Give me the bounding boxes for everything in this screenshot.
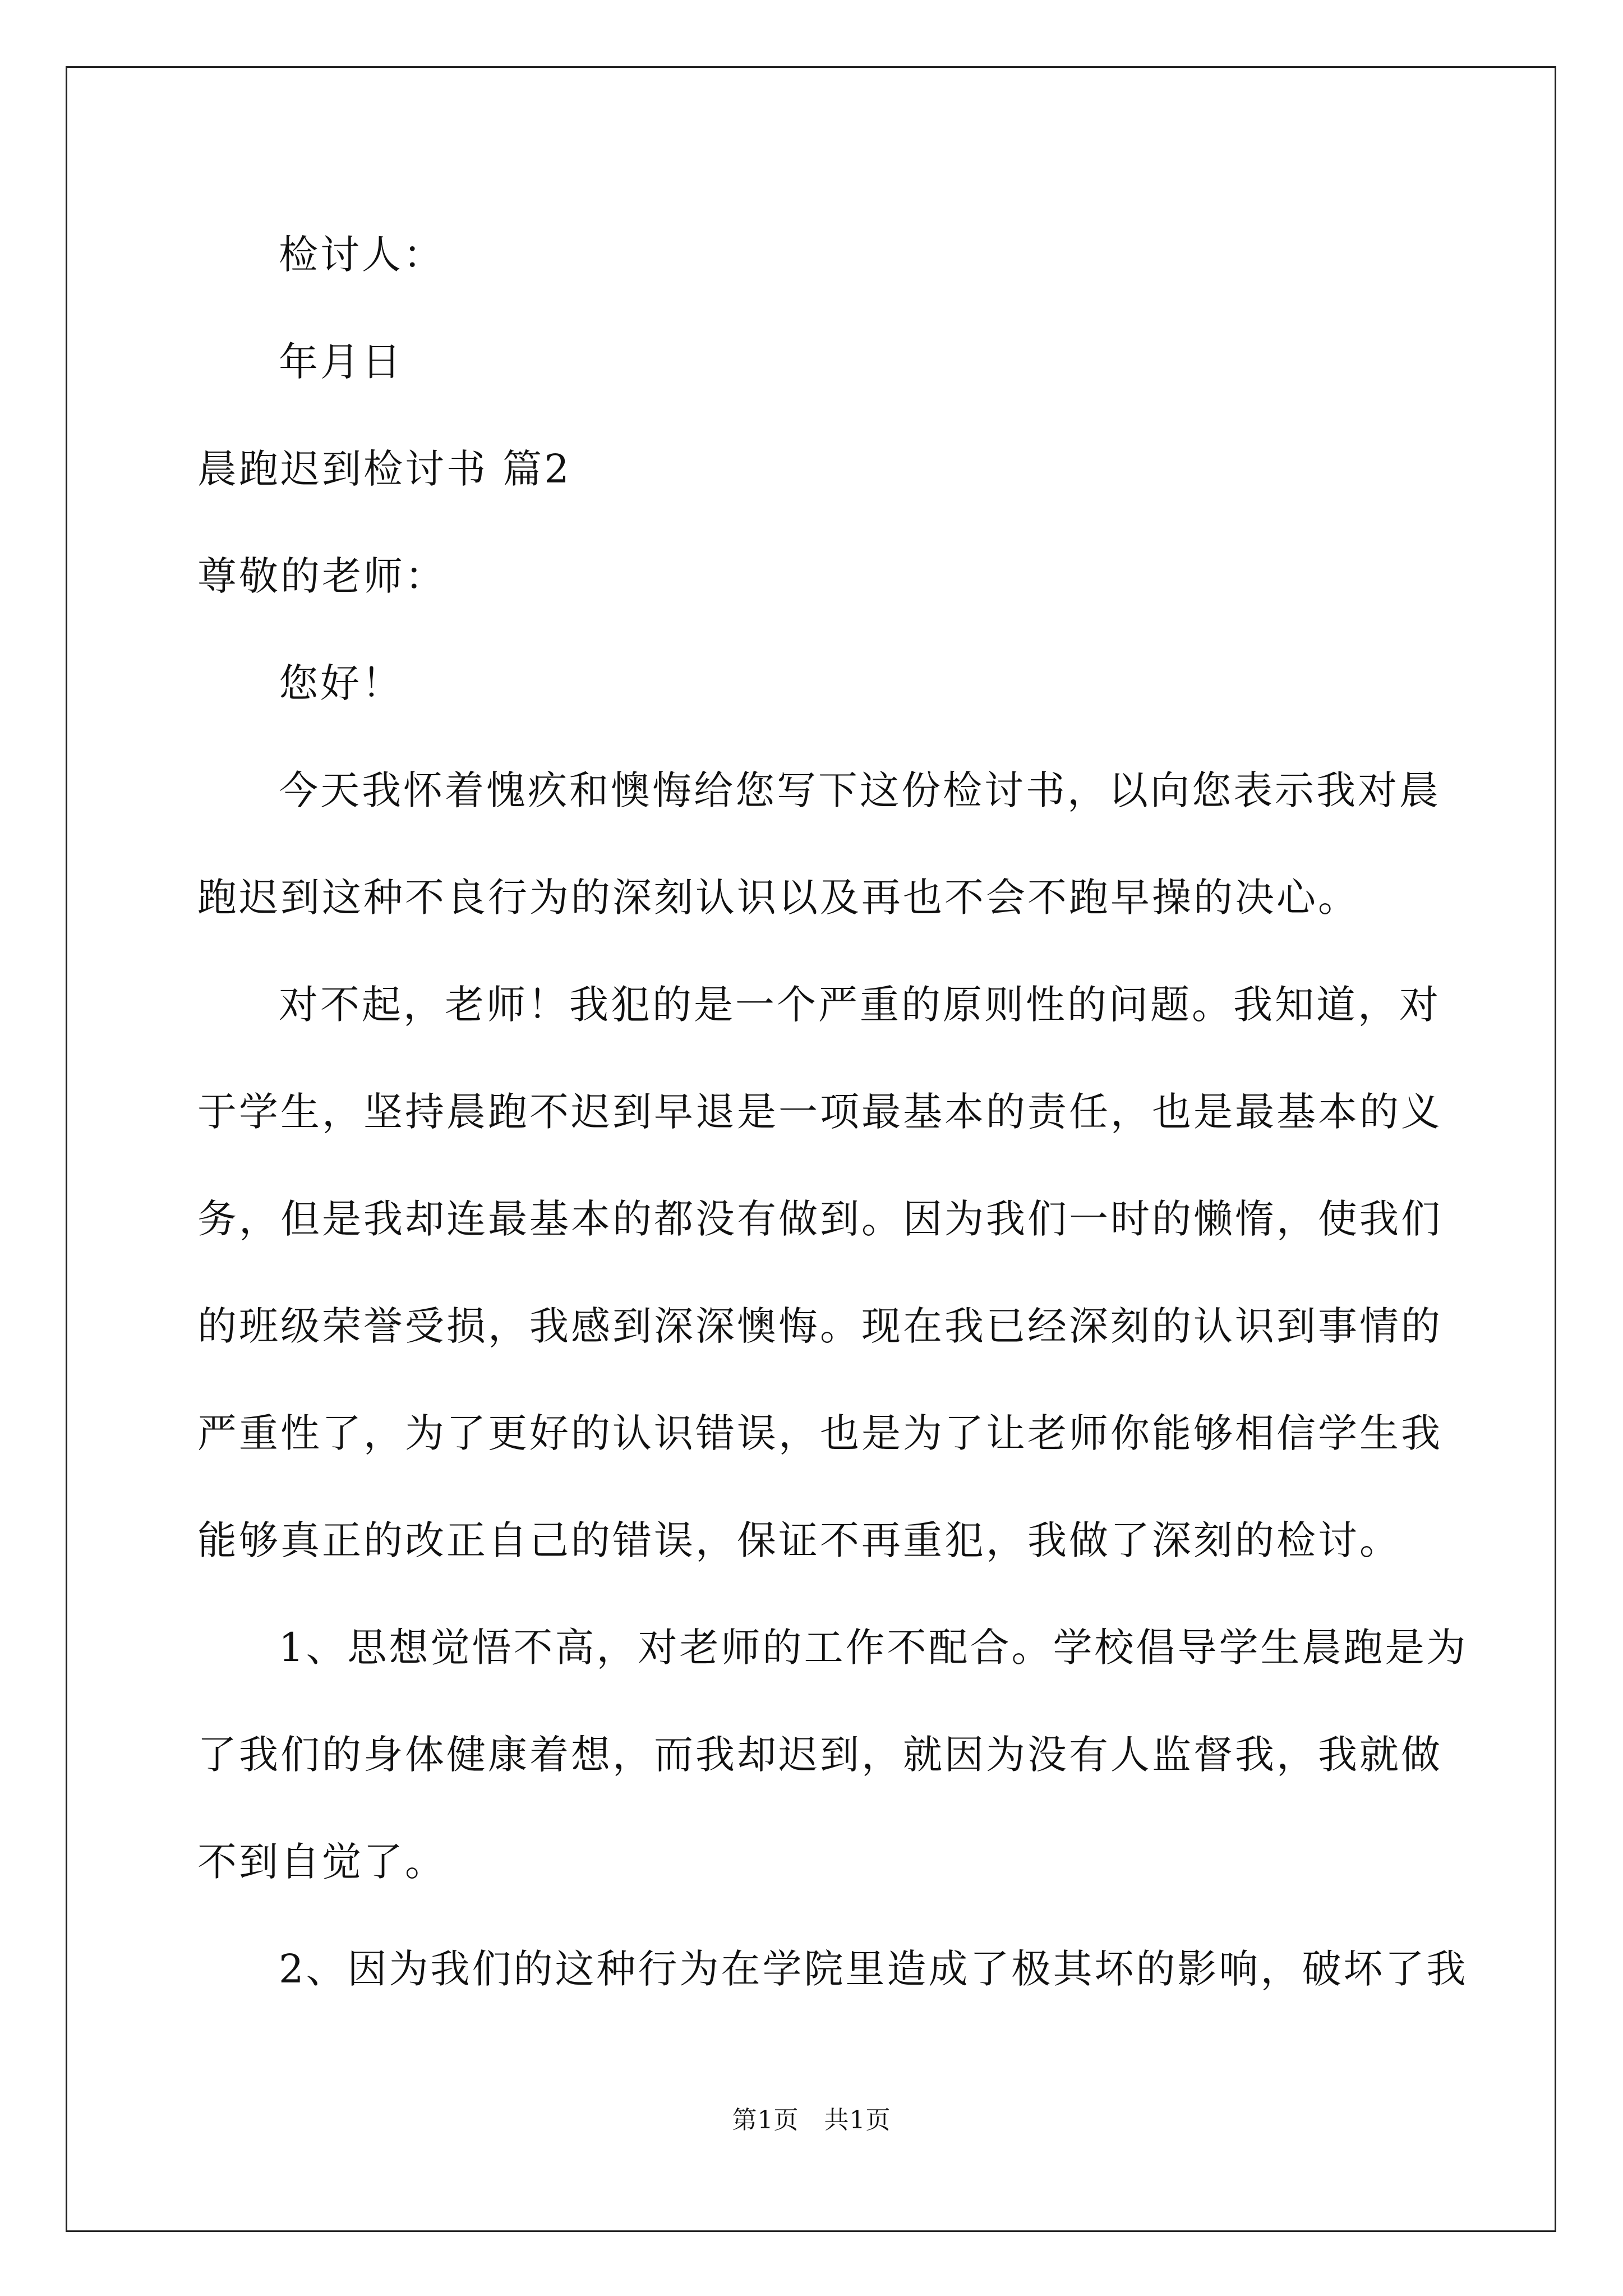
paragraph-2-line-6: 能够真正的改正自己的错误，保证不再重犯，我做了深刻的检讨。 [197,1517,1401,1563]
page-border [66,66,1556,2232]
list-item-1-line-1: 1、思想觉悟不高，对老师的工作不配合。学校倡导学生晨跑是为 [279,1625,1468,1671]
list-item-1-line-2: 了我们的身体健康着想，而我却迟到，就因为没有人监督我，我就做 [197,1732,1442,1778]
paragraph-2-line-5: 严重性了，为了更好的认识错误，也是为了让老师你能够相信学生我 [197,1410,1442,1456]
greeting: 您好！ [279,660,403,706]
paragraph-1-line-1: 今天我怀着愧疚和懊悔给您写下这份检讨书，以向您表示我对晨 [279,767,1441,813]
paragraph-2-line-3: 务，但是我却连最基本的都没有做到。因为我们一时的懒惰，使我们 [197,1196,1442,1242]
salutation: 尊敬的老师： [197,553,446,599]
signature-label: 检讨人： [279,232,445,278]
paragraph-1-line-2: 跑迟到这种不良行为的深刻认识以及再也不会不跑早操的决心。 [197,875,1359,921]
paragraph-2-line-2: 于学生，坚持晨跑不迟到早退是一项最基本的责任，也是最基本的义 [197,1089,1442,1135]
paragraph-2-line-4: 的班级荣誉受损，我感到深深懊悔。现在我已经深刻的认识到事情的 [197,1303,1442,1349]
date-line: 年月日 [279,339,403,385]
list-item-2-line-1: 2、因为我们的这种行为在学院里造成了极其坏的影响，破坏了我 [279,1946,1468,1992]
page-number-footer: 第1页 共1页 [732,2106,891,2134]
list-item-1-line-3: 不到自觉了。 [197,1839,446,1885]
paragraph-2-line-1: 对不起，老师！我犯的是一个严重的原则性的问题。我知道，对 [279,982,1441,1028]
section-title: 晨跑迟到检讨书 篇2 [197,446,571,492]
